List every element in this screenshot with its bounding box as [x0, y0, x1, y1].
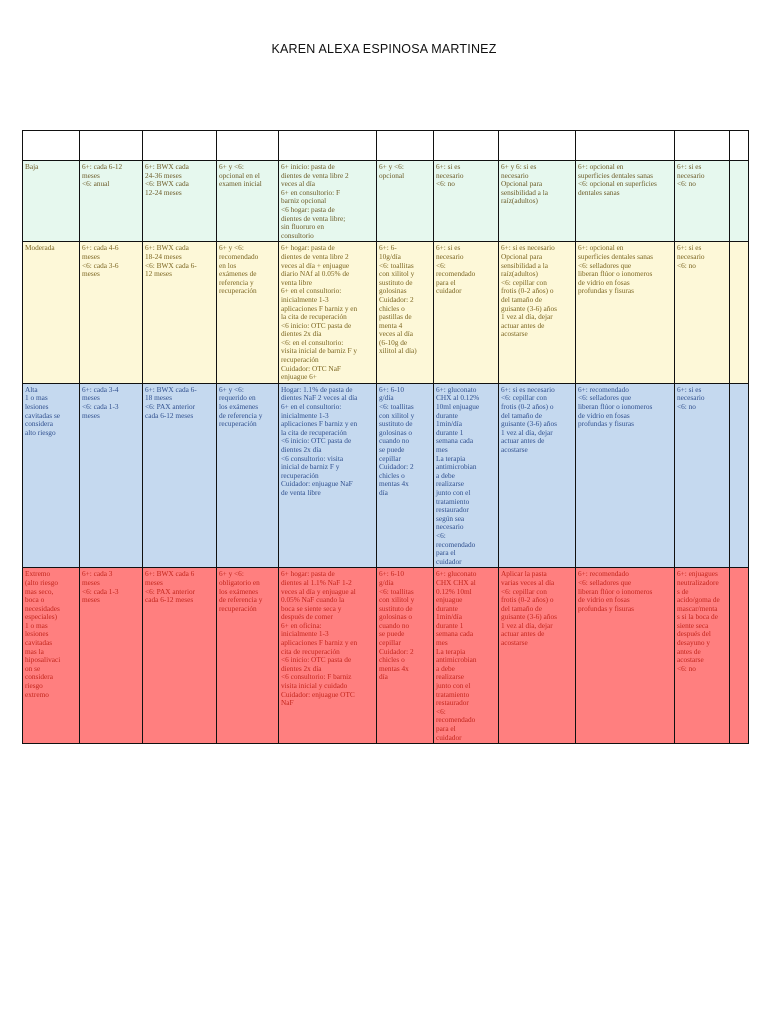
blank-cell [730, 161, 749, 242]
table-row-alta [23, 383, 749, 567]
header-cell [434, 131, 499, 161]
radiograph-cell: 6+: BWX cada 6- 18 meses <6: PAX anterior cada 6-12 meses [143, 383, 217, 567]
header-cell [730, 131, 749, 161]
ph-neutralizing-cell: 6+: si es necesario <6: no [675, 383, 730, 567]
radiograph-cell: 6+: BWX cada 6 meses <6: PAX anterior cada 6-12 meses [143, 568, 217, 744]
header-cell [217, 131, 279, 161]
blank-cell [730, 568, 749, 744]
header-cell [499, 131, 576, 161]
calcium-phosphate-cell: 6+: si es necesario Opcional para sensibilidad a la raíz(adultos) <6: cepillar con frotis (0-2 años) o del tamaño de guisante (3-6) años 1 vez al día, dejar actuar antes de acostarse [499, 242, 576, 384]
antimicrobial-cell: 6+: gluconato CHX al 0.12% 10ml enjuague durante 1min/día durante 1 semana cada mes La terapia antimicrobian a debe realizarse junto con el tratamiento restaurador según sea necesario <6: recomendado para el cuidador [434, 383, 499, 567]
risk-level-cell: Extremo (alto riesgo mas seco, boca o necesidades especiales) 1 o mas lesiones cavitadas mas la hiposalivaci on se considera riesgo extremo [23, 568, 80, 744]
calcium-phosphate-cell: 6+ y 6: si es necesario Opcional para sensibilidad a la raíz(adultos) [499, 161, 576, 242]
saliva-test-cell: 6+ y <6: requerido en los exámenes de referencia y recuperación [217, 383, 279, 567]
risk-level-cell: Moderada [23, 242, 80, 384]
radiograph-cell: 6+: BWX cada 24-36 meses <6: BWX cada 12-24 meses [143, 161, 217, 242]
fluoride-cell: Hogar: 1.1% de pasta de dientes NaF 2 veces al día 6+ en el consultorio: inicialmente 1-3 aplicaciones F barniz y en la cita de recuperación <6 inicio: OTC pasta de dientes 2x día <6 consultorio: visita inicial de barniz F y recuperación Cuidador: enjuague NaF de venta libre [279, 383, 377, 567]
fluoride-cell: 6+ inicio: pasta de dientes de venta libre 2 veces al día 6+ en consultorio: F barniz opcional <6 hogar: pasta de dientes de venta libre; sin fluoruro en consultorio [279, 161, 377, 242]
table-row-extremo [23, 568, 749, 744]
saliva-test-cell: 6+ y <6: recomendado en los exámenes de referencia y recuperación [217, 242, 279, 384]
ph-neutralizing-cell: 6+: enjuagues neutralizadore s de acido/goma de mascar/menta s si la boca de siente seca después del desayuno y antes de acostarse <6: no [675, 568, 730, 744]
antimicrobial-cell: 6+: si es necesario <6: recomendado para el cuidador [434, 242, 499, 384]
antimicrobial-cell: 6+: gluconato CHX CHX al 0.12% 10ml enjuague durante 1min/día durante 1 semana cada mes La terapia antimicrobian a debe realizarse junto con el tratamiento restaurador <6: recomendado para el cuidador [434, 568, 499, 744]
caries-risk-table [22, 130, 749, 744]
calcium-phosphate-cell: 6+: si es necesario <6: cepillar con frotis (0-2 años) o del tamaño de guisante (3-6) años 1 vez al día, dejar actuar antes de acostarse [499, 383, 576, 567]
risk-level-cell: Alta 1 o mas lesiones cavitadas se considera alto riesgo [23, 383, 80, 567]
recall-cell: 6+: cada 3-4 meses <6: cada 1-3 meses [80, 383, 143, 567]
xylitol-cell: 6+: 6-10 g/día <6: toallitas con xilitol y sustituto de golosinas o cuando no se puede cepillar Cuidador: 2 chicles o mentas 4x día [377, 568, 434, 744]
header-cell [377, 131, 434, 161]
xylitol-cell: 6+: 6-10 g/día <6: toallitas con xilitol y sustituto de golosinas o cuando no se puede cepillar Cuidador: 2 chicles o mentas 4x día [377, 383, 434, 567]
blank-cell [730, 242, 749, 384]
ph-neutralizing-cell: 6+: si es necesario <6: no [675, 242, 730, 384]
saliva-test-cell: 6+ y <6: opcional en el examen inicial [217, 161, 279, 242]
table-row-baja [23, 161, 749, 242]
header-cell [675, 131, 730, 161]
blank-cell [730, 383, 749, 567]
recall-cell: 6+: cada 3 meses <6: cada 1-3 meses [80, 568, 143, 744]
fluoride-cell: 6+ hogar: pasta de dientes de venta libre 2 veces al día + enjuague diario NAf al 0.05% de venta libre 6+ en el consultorio: inicialmente 1-3 aplicaciones F barniz y en la cita de recuperación <6 inicio: OTC pasta de dientes 2x día <6: en el consultorio: visita inicial de barniz F y recuperación Cuidador: OTC NaF enjuague 6+ [279, 242, 377, 384]
header-cell [143, 131, 217, 161]
xylitol-cell: 6+ y <6: opcional [377, 161, 434, 242]
table-header-row [23, 131, 749, 161]
fluoride-cell: 6+ hogar: pasta de dientes al 1.1% NaF 1-2 veces al día y enjuague al 0.05% NaF cuando la boca se siente seca y después de comer 6+ en oficina: inicialmente 1-3 aplicaciones F barniz y en cita de recuperación <6 inicio: OTC pasta de dientes 2x día <6 consultorio: F barniz visita inicial y cuidado Cuidador: enjuague OTC NaF [279, 568, 377, 744]
header-cell [23, 131, 80, 161]
recall-cell: 6+: cada 4-6 meses <6: cada 3-6 meses [80, 242, 143, 384]
risk-level-cell: Baja [23, 161, 80, 242]
sealants-cell: 6+: recomendado <6: selladores que liberan flúor o ionomeros de vidrio en fosas profundas y fisuras [576, 568, 675, 744]
table-row-moderada [23, 242, 749, 384]
radiograph-cell: 6+: BWX cada 18-24 meses <6: BWX cada 6- 12 meses [143, 242, 217, 384]
sealants-cell: 6+: recomendado <6: selladores que liberan flúor o ionomeros de vidrio en fosas profundas y fisuras [576, 383, 675, 567]
header-cell [576, 131, 675, 161]
sealants-cell: 6+: opcional en superficies dentales sanas <6: selladores que liberan flúor o ionomeros de vidrio en fosas profundas y fisuras [576, 242, 675, 384]
ph-neutralizing-cell: 6+: si es necesario <6: no [675, 161, 730, 242]
header-cell [80, 131, 143, 161]
antimicrobial-cell: 6+: si es necesario <6: no [434, 161, 499, 242]
xylitol-cell: 6+: 6- 10g/día <6: toallitas con xilitol y sustituto de golosinas Cuidador: 2 chicles o pastillas de menta 4 veces al día (6-10g de xilitol al día) [377, 242, 434, 384]
sealants-cell: 6+: opcional en superficies dentales sanas <6: opcional en superficies dentales sanas [576, 161, 675, 242]
recall-cell: 6+: cada 6-12 meses <6: anual [80, 161, 143, 242]
document-title: KAREN ALEXA ESPINOSA MARTINEZ [271, 42, 497, 56]
header-cell [279, 131, 377, 161]
saliva-test-cell: 6+ y <6: obligatorio en los exámenes de referencia y recuperación [217, 568, 279, 744]
calcium-phosphate-cell: Aplicar la pasta varias veces al día <6: cepillar con frotis (0-2 años) o del tamaño de guisante (3-6) años 1 vez al día, dejar actuar antes de acostarse [499, 568, 576, 744]
